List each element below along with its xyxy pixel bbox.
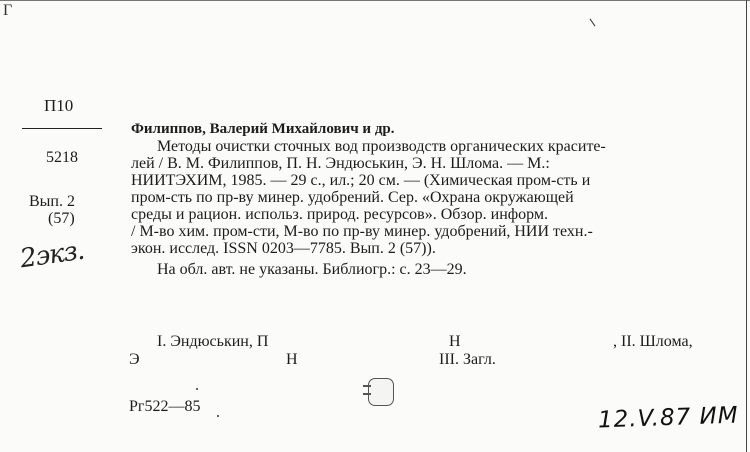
- tracing-entry: III. Загл.: [439, 351, 496, 368]
- body-line: / М-во хим. пром-сти, М-во по пр-ву минер. удобрений, НИИ техн.-: [131, 223, 593, 240]
- body-line: пром-сть по пр-ву минер. удобрений. Сер. «Охрана окружающей: [131, 189, 574, 206]
- card-top-edge: [0, 0, 750, 1]
- handwritten-date-note: 12.V.87 ИМ: [597, 402, 740, 434]
- tracing-entry: , II. Шлома,: [613, 333, 693, 350]
- body-line: НИИТЭХИМ, 1985. — 29 с., ил.; 20 см. — (Химическая пром-сть и: [131, 172, 591, 189]
- tracing-entry: Э: [129, 351, 140, 368]
- catalog-number: Рг522—85: [129, 398, 201, 415]
- bibliography-note: На обл. авт. не указаны. Библиогр.: с. 23—29.: [157, 261, 467, 278]
- body-line: лей / В. М. Филиппов, П. Н. Эндюськин, Э. Н. Шлома. — М.:: [131, 155, 550, 172]
- left-column-rule: [22, 128, 102, 129]
- card-right-edge: [746, 0, 747, 452]
- card-number: 5218: [46, 149, 78, 166]
- tracing-entry: Н: [449, 333, 461, 350]
- tracing-entry: I. Эндюськин, П: [157, 333, 269, 350]
- body-line: Методы очистки сточных вод производств органических красите-: [157, 138, 606, 155]
- tracing-entry: Н: [286, 351, 298, 368]
- scan-speck: [217, 415, 219, 417]
- punch-stamp-icon: [368, 378, 394, 406]
- scan-speck: [196, 388, 198, 390]
- class-code: П10: [44, 96, 74, 115]
- body-line: экон. исслед. ISSN 0203—7785. Вып. 2 (57)).: [131, 240, 436, 257]
- corner-mark: Г: [3, 2, 13, 19]
- author-heading: Филиппов, Валерий Михайлович и др.: [131, 121, 395, 137]
- body-line: среды и рацион. использ. природ. ресурсов». Обзор. информ.: [131, 206, 548, 223]
- scan-speck: [590, 19, 596, 27]
- handwritten-copies-note: 2экз.: [18, 235, 86, 275]
- issue-sequence: (57): [48, 210, 75, 227]
- issue-label: Вып. 2: [29, 193, 75, 210]
